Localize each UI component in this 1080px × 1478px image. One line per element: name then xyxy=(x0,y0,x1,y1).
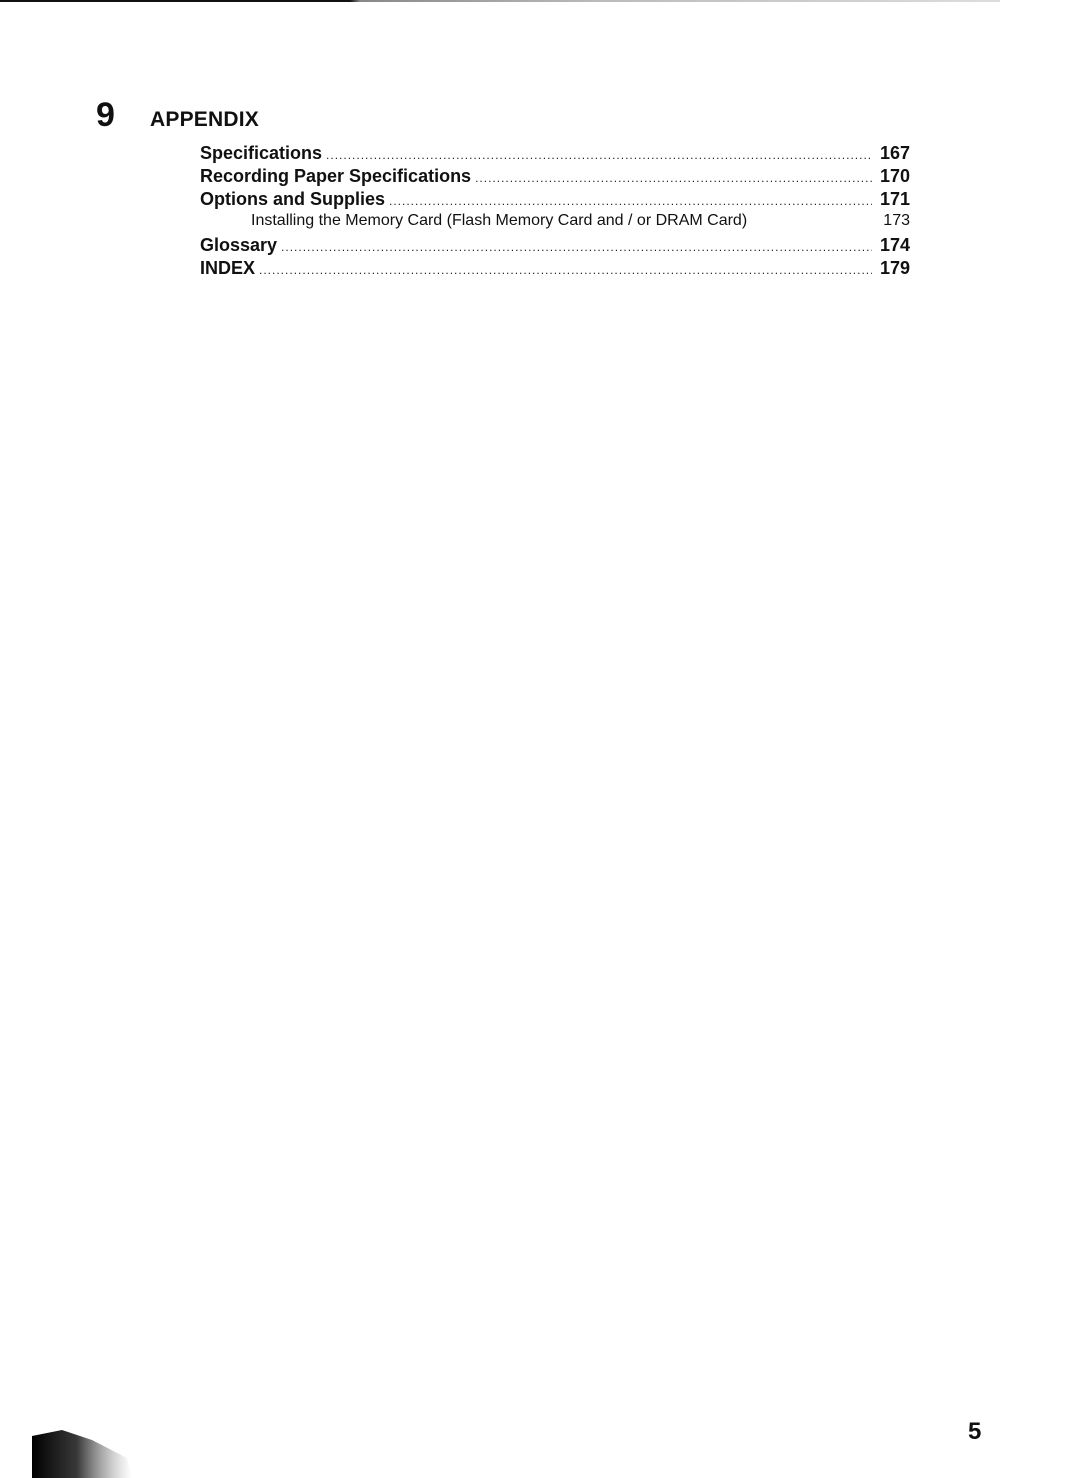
section-number: 9 xyxy=(96,96,115,134)
dot-leader xyxy=(389,194,872,208)
toc-entry-options-and-supplies[interactable] xyxy=(200,189,910,212)
toc-entry-label: Options and Supplies xyxy=(200,189,386,209)
toc-entry-label: Specifications xyxy=(200,143,323,163)
toc-entry-label: Recording Paper Specifications xyxy=(200,166,472,186)
toc-entry-page: 179 xyxy=(879,258,910,278)
toc-entry-label: Installing the Memory Card (Flash Memory Card and / or DRAM Card) xyxy=(251,212,748,229)
toc-entry-specifications[interactable] xyxy=(200,143,910,166)
dot-leader xyxy=(259,263,872,277)
toc-entry-index[interactable] xyxy=(200,258,910,281)
toc-entry-page: 170 xyxy=(879,166,910,186)
toc-entry-page: 171 xyxy=(879,189,910,209)
scan-edge-mark xyxy=(32,1428,132,1478)
table-of-contents xyxy=(200,143,910,281)
toc-entry-page: 173 xyxy=(883,212,910,229)
dot-leader xyxy=(326,148,872,162)
section-title: APPENDIX xyxy=(150,108,259,131)
top-rule xyxy=(0,0,1000,2)
toc-entry-recording-paper-specifications[interactable] xyxy=(200,166,910,189)
dot-leader xyxy=(281,240,872,254)
section-heading xyxy=(96,96,259,135)
toc-entry-installing-memory-card[interactable] xyxy=(200,212,910,235)
toc-entry-glossary[interactable] xyxy=(200,235,910,258)
dot-leader xyxy=(475,171,872,185)
toc-entry-page: 167 xyxy=(879,143,910,163)
toc-entry-label: Glossary xyxy=(200,235,278,255)
toc-entry-page: 174 xyxy=(879,235,910,255)
toc-entry-label: INDEX xyxy=(200,258,256,278)
page-number: 5 xyxy=(968,1418,982,1445)
